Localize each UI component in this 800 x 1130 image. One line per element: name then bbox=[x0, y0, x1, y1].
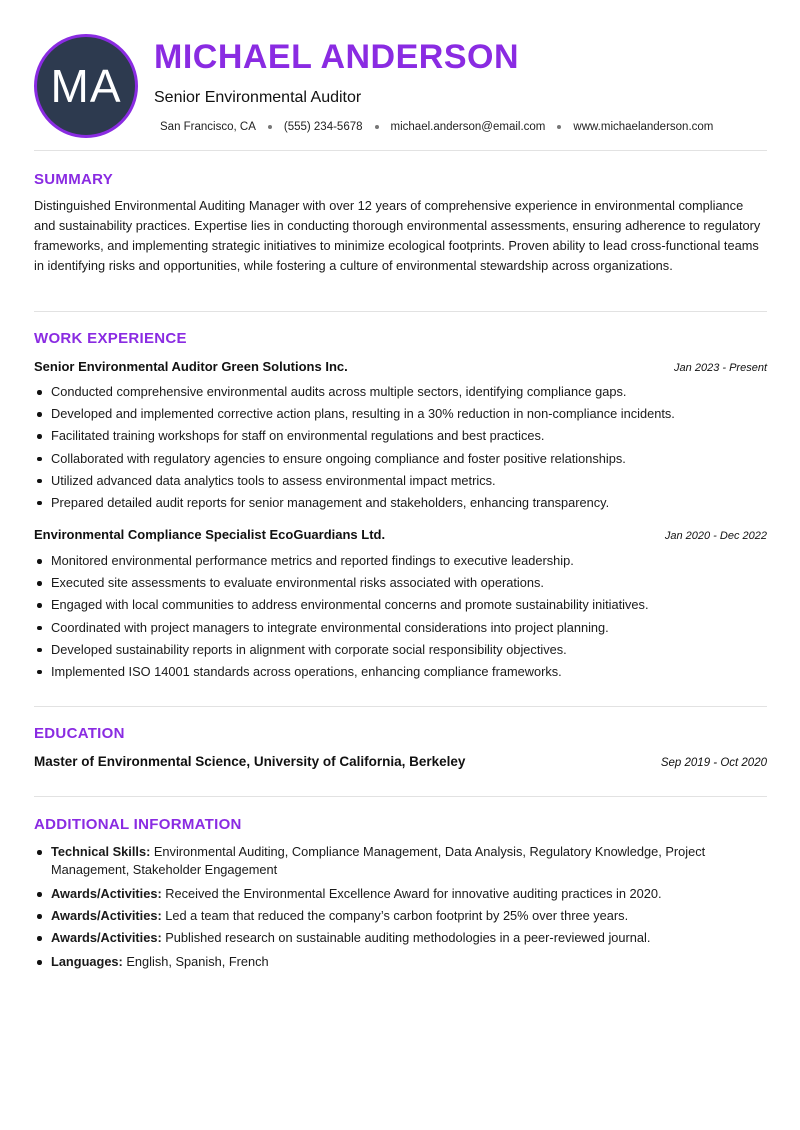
candidate-name: MICHAEL ANDERSON bbox=[154, 38, 520, 76]
additional-info-list bbox=[34, 843, 767, 975]
info-label: Awards/Activities: bbox=[51, 908, 162, 923]
list-item bbox=[34, 885, 767, 903]
avatar-initials: MA bbox=[50, 60, 122, 112]
list-item bbox=[34, 907, 767, 925]
list-item bbox=[34, 843, 767, 879]
list-item: Implemented ISO 14001 standards across operations, enhancing compliance frameworks. bbox=[34, 664, 767, 686]
job-header bbox=[34, 527, 767, 542]
contact-line bbox=[160, 121, 713, 133]
list-item: Developed and implemented corrective action plans, resulting in a 30% reduction in non-compliance incidents. bbox=[34, 406, 767, 428]
education-degree: Master of Environmental Science, University of California, Berkeley bbox=[34, 754, 466, 769]
contact-location: San Francisco, CA bbox=[160, 121, 256, 133]
info-text: Led a team that reduced the company’s carbon footprint by 25% over three years. bbox=[161, 908, 629, 923]
avatar bbox=[34, 34, 138, 138]
list-item: Executed site assessments to evaluate environmental risks associated with operations. bbox=[34, 575, 767, 597]
info-label: Technical Skills: bbox=[51, 844, 151, 859]
info-label: Awards/Activities: bbox=[51, 930, 162, 945]
contact-separator bbox=[268, 125, 272, 129]
contact-phone: (555) 234-5678 bbox=[283, 121, 363, 133]
section-heading-additional: ADDITIONAL INFORMATION bbox=[34, 816, 242, 833]
list-item: Coordinated with project managers to integrate environmental considerations into project planning. bbox=[34, 620, 767, 642]
divider bbox=[34, 706, 767, 707]
contact-website[interactable]: www.michaelanderson.com bbox=[573, 121, 714, 133]
job-role: Senior Environmental Auditor Green Solutions Inc. bbox=[34, 359, 348, 374]
list-item: Prepared detailed audit reports for senior management and stakeholders, enhancing transparency. bbox=[34, 495, 767, 517]
education-entry bbox=[34, 754, 767, 769]
section-heading-education: EDUCATION bbox=[34, 725, 125, 742]
job-date: Jan 2020 - Dec 2022 bbox=[664, 530, 767, 542]
job-role: Environmental Compliance Specialist EcoGuardians Ltd. bbox=[34, 527, 386, 542]
candidate-title: Senior Environmental Auditor bbox=[154, 89, 362, 106]
info-text: Received the Environmental Excellence Award for innovative auditing practices in 2020. bbox=[161, 886, 662, 901]
section-heading-experience: WORK EXPERIENCE bbox=[34, 330, 187, 347]
divider bbox=[34, 150, 767, 151]
list-item: Developed sustainability reports in alignment with corporate social responsibility objectives. bbox=[34, 642, 767, 664]
section-heading-summary: SUMMARY bbox=[34, 171, 114, 188]
divider bbox=[34, 796, 767, 797]
contact-separator bbox=[557, 125, 561, 129]
job-date: Jan 2023 - Present bbox=[674, 362, 767, 374]
list-item: Conducted comprehensive environmental audits across multiple sectors, identifying compliance gaps. bbox=[34, 384, 767, 406]
contact-email[interactable]: michael.anderson@email.com bbox=[390, 121, 546, 133]
divider bbox=[34, 311, 767, 312]
info-label: Languages: bbox=[51, 954, 123, 969]
job-bullets bbox=[34, 553, 767, 686]
info-text: Environmental Auditing, Compliance Management, Data Analysis, Regulatory Knowledge, Project Management, Stakeholder Engagement bbox=[51, 844, 706, 877]
info-label: Awards/Activities: bbox=[51, 886, 162, 901]
list-item bbox=[34, 953, 767, 971]
list-item: Monitored environmental performance metrics and reported findings to executive leadership. bbox=[34, 553, 767, 575]
list-item bbox=[34, 929, 767, 947]
education-date: Sep 2019 - Oct 2020 bbox=[660, 757, 767, 769]
contact-separator bbox=[375, 125, 379, 129]
job-bullets bbox=[34, 384, 767, 517]
info-text: English, Spanish, French bbox=[122, 954, 269, 969]
list-item: Collaborated with regulatory agencies to ensure ongoing compliance and foster positive relationships. bbox=[34, 451, 767, 473]
info-text: Published research on sustainable auditing methodologies in a peer-reviewed journal. bbox=[161, 930, 651, 945]
summary-text: Distinguished Environmental Auditing Manager with over 12 years of comprehensive experience in environmental compliance and sustainability practices. Expertise lies in conducting thorough environmental assessments, ensuring adherence to regulatory frameworks, and implementing strategic initiatives to minimize ecological footprints. Proven ability to lead cross-functional teams in identifying risks and opportunities, while fostering a culture of environmental stewardship across organizations. bbox=[34, 198, 761, 273]
list-item: Engaged with local communities to address environmental concerns and promote sustainability initiatives. bbox=[34, 597, 767, 619]
list-item: Facilitated training workshops for staff on environmental regulations and best practices. bbox=[34, 428, 767, 450]
list-item: Utilized advanced data analytics tools to assess environmental impact metrics. bbox=[34, 473, 767, 495]
job-header bbox=[34, 359, 767, 374]
